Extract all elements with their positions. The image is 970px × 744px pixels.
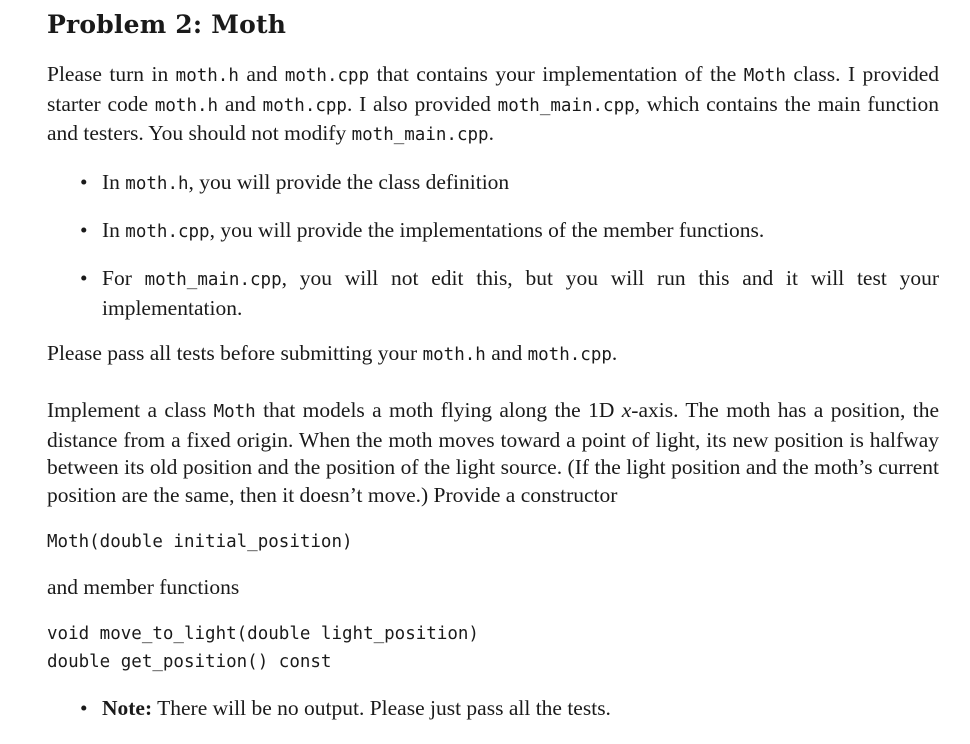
text: , you will provide the class definition bbox=[188, 169, 510, 194]
list-item bbox=[80, 216, 939, 246]
instruction-list bbox=[47, 168, 939, 322]
list-item bbox=[80, 168, 939, 198]
list-item bbox=[80, 264, 939, 322]
bullet-icon: • bbox=[80, 695, 88, 720]
code-moth-cpp: moth.cpp bbox=[284, 66, 370, 86]
bullet-icon: • bbox=[80, 265, 88, 290]
text: , you will provide the implementations of the member functions. bbox=[209, 217, 765, 242]
code-moth-main: moth_main.cpp bbox=[497, 95, 635, 116]
text: class. I provided starter code bbox=[47, 62, 939, 116]
text: -axis. The moth has a position, the distance from a fixed origin. When the moth moves toward a point of light, its new position is halfway between its old position and the position of the light source. (If the light position and the moth’s current position are the same, then it doesn’t move.) Provide a constructor bbox=[47, 398, 939, 507]
text: that contains your implementation of the bbox=[369, 62, 744, 86]
note-item bbox=[80, 694, 939, 722]
code-moth-main: moth_main.cpp bbox=[351, 125, 489, 145]
code-line: double get_position() const bbox=[47, 651, 332, 672]
problem-title: Problem 2: Moth bbox=[47, 10, 287, 39]
member-functions-label: and member functions bbox=[47, 575, 240, 599]
text: that models a moth flying along the 1D bbox=[255, 398, 622, 422]
text: . I also provided bbox=[346, 91, 498, 116]
text: . bbox=[488, 121, 494, 145]
text: Implement a class bbox=[47, 398, 214, 422]
bullet-icon: • bbox=[80, 217, 88, 242]
code-moth-h: moth.h bbox=[125, 173, 189, 194]
code-moth-h: moth.h bbox=[422, 344, 486, 365]
code-moth-h: moth.h bbox=[175, 66, 239, 86]
intro-paragraph bbox=[47, 61, 939, 150]
math-x: x bbox=[621, 398, 632, 422]
note-label: Note: bbox=[102, 695, 153, 720]
code-moth-class: Moth bbox=[213, 402, 256, 422]
text: and bbox=[485, 340, 528, 365]
note-list bbox=[47, 694, 939, 722]
text: , which contains the main function and testers. You should not modify bbox=[47, 91, 939, 145]
constructor-code: Moth(double initial_position) bbox=[47, 532, 353, 552]
member-functions-code bbox=[47, 620, 939, 676]
code-moth-main: moth_main.cpp bbox=[144, 269, 282, 290]
text: For bbox=[102, 265, 145, 290]
code-moth-cpp: moth.cpp bbox=[262, 95, 347, 116]
code-moth-cpp: moth.cpp bbox=[125, 221, 210, 242]
text: , you will not edit this, but you will run this and it will test your implementation. bbox=[102, 265, 939, 320]
text: . bbox=[611, 340, 618, 365]
text: In bbox=[102, 169, 126, 194]
note-text: There will be no output. Please just pass all the tests. bbox=[152, 695, 611, 720]
pass-tests-paragraph bbox=[47, 340, 939, 370]
problem-page bbox=[47, 8, 939, 740]
text: and bbox=[238, 62, 285, 86]
bullet-icon: • bbox=[80, 169, 88, 194]
text: Please turn in bbox=[47, 62, 176, 86]
code-moth-class: Moth bbox=[743, 66, 786, 86]
code-moth-h: moth.h bbox=[154, 95, 219, 116]
text: In bbox=[102, 217, 126, 242]
code-line: void move_to_light(double light_position) bbox=[47, 623, 479, 644]
specification-paragraph bbox=[47, 397, 939, 509]
code-moth-cpp: moth.cpp bbox=[527, 344, 612, 365]
text: Please pass all tests before submitting your bbox=[47, 340, 423, 365]
text: and bbox=[218, 91, 263, 116]
